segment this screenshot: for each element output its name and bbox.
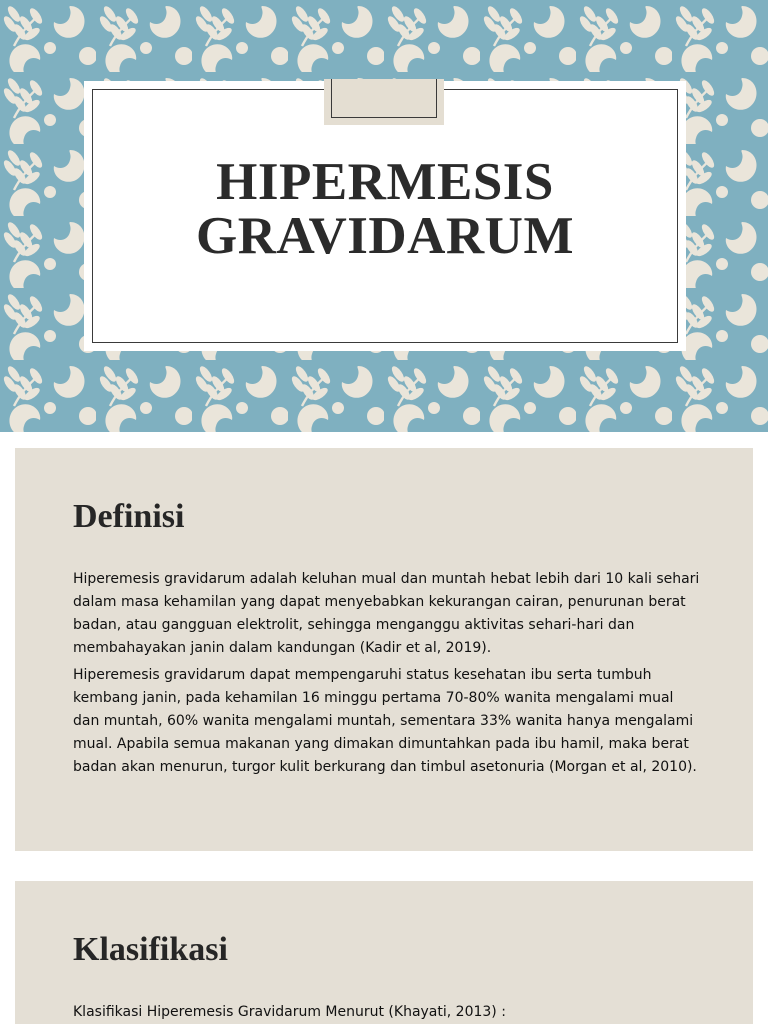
title-line-1: HIPERMESIS bbox=[216, 153, 554, 211]
title-line-2: GRAVIDARUM bbox=[196, 207, 574, 265]
klasifikasi-heading: Klasifikasi bbox=[73, 931, 228, 968]
definisi-paragraph-1: Hiperemesis gravidarum adalah keluhan mual dan muntah hebat lebih dari 10 kali sehari dalam masa kehamilan yang dapat menyebabkan kekurangan cairan, penurunan berat badan, atau gangguan elektrolit, sehingga menganggu aktivitas sehari-hari dan membahayakan janin dalam kandungan (Kadir et al, 2019). bbox=[73, 571, 700, 656]
klasifikasi-intro: Klasifikasi Hiperemesis Gravidarum Menurut (Khayati, 2013) : bbox=[73, 1004, 506, 1020]
definisi-heading: Definisi bbox=[73, 498, 185, 535]
title-card-tab-border bbox=[331, 79, 437, 118]
definisi-paragraph-2: Hiperemesis gravidarum dapat mempengaruhi status kesehatan ibu serta tumbuh kembang janin, pada kehamilan 16 minggu pertama 70-80% wanita mengalami mual dan muntah, 60% wanita mengalami muntah, sementara 33% wanita hanya mengalami mual. Apabila semua makanan yang dimakan dimuntahkan pada ibu hamil, maka berat badan akan menurun, turgor kulit berkurang dan timbul asetonuria (Morgan et al, 2010). bbox=[73, 667, 697, 775]
title-slide bbox=[0, 0, 768, 432]
definisi-slide bbox=[15, 448, 753, 851]
page-title bbox=[84, 155, 686, 263]
title-card-tab bbox=[324, 79, 444, 125]
title-card bbox=[84, 81, 686, 351]
klasifikasi-slide bbox=[15, 881, 753, 1024]
